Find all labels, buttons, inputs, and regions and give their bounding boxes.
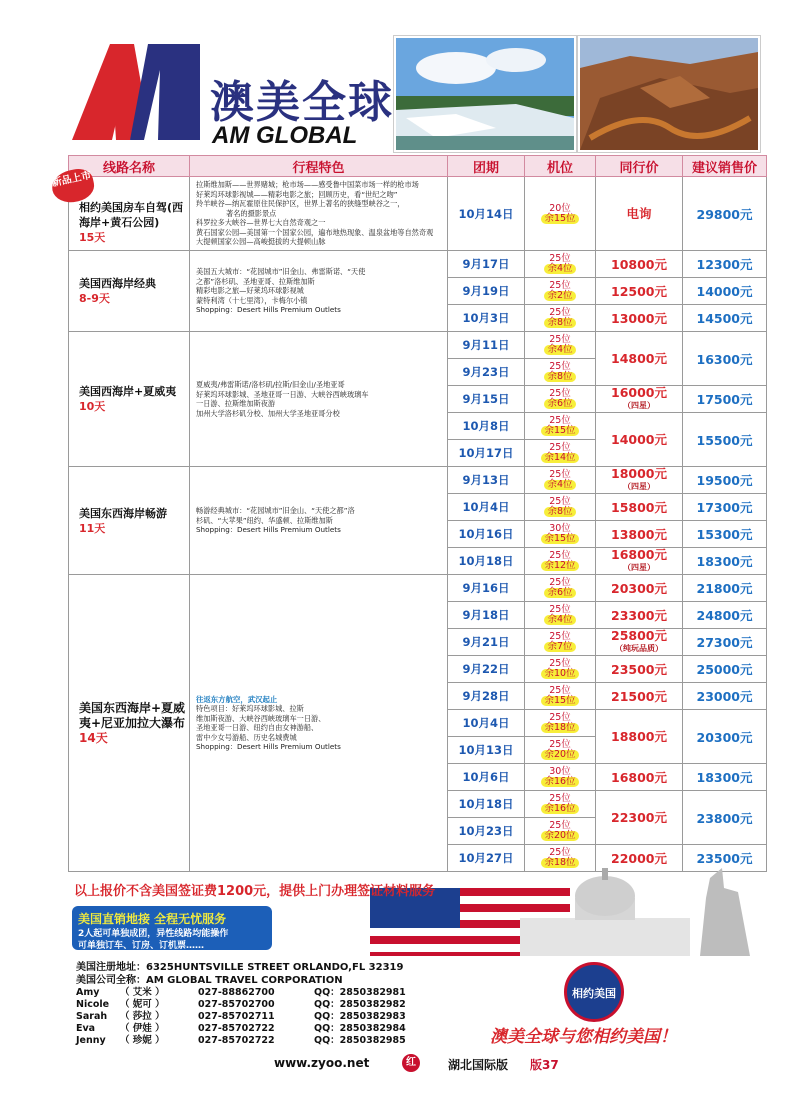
seat-cell xyxy=(525,251,596,278)
contact-name: Amy xyxy=(76,987,100,998)
seat-cell xyxy=(525,683,596,710)
peer-price-note: （四星） xyxy=(623,482,655,491)
departure-date: 10月23日 xyxy=(448,818,525,845)
seat-total: 25位 xyxy=(549,820,571,831)
contact-name-cn: （ 妮可 ） xyxy=(120,999,165,1010)
route-name: 美国东西海岸畅游 xyxy=(79,506,167,520)
peer-price: 16800元 xyxy=(596,764,683,791)
service-banner-title: 美国直销地接 全程无忧服务 xyxy=(78,912,227,926)
retail-price: 23000元 xyxy=(683,683,767,710)
route-days: 8-9天 xyxy=(79,292,110,305)
peer-price: 22000元 xyxy=(596,845,683,872)
peer-price: 13800元 xyxy=(596,521,683,548)
retail-price: 24800元 xyxy=(683,602,767,629)
seat-remaining: 余15位 xyxy=(541,534,578,544)
route-name: 美国西海岸+夏威夷 xyxy=(79,385,177,398)
peer-price: 16000元 xyxy=(611,385,667,400)
itinerary-line: 圣地亚哥一日游、纽约自由女神游船、 xyxy=(196,723,319,732)
peer-price: 10800元 xyxy=(596,251,683,278)
seat-remaining: 余20位 xyxy=(541,831,578,841)
table-row xyxy=(69,575,767,602)
peer-price: 14800元 xyxy=(596,332,683,386)
contact-phone: 027-88862700 xyxy=(198,987,275,998)
itinerary-line: 加州大学洛杉矶分校、加州大学圣地亚哥分校 xyxy=(196,408,340,418)
departure-date: 10月17日 xyxy=(448,440,525,467)
departure-date: 10月13日 xyxy=(448,737,525,764)
departure-date: 9月18日 xyxy=(448,602,525,629)
itinerary-line: 杉矶、“大苹果”纽约、华盛顿、拉斯维加斯 xyxy=(196,515,333,525)
contact-name-cn: （ 珍妮 ） xyxy=(120,1035,165,1046)
us-address-label: 美国注册地址： xyxy=(76,962,146,973)
table-row xyxy=(69,332,767,359)
seat-remaining: 余8位 xyxy=(544,507,575,517)
retail-price: 15500元 xyxy=(683,413,767,467)
peer-price: 15800元 xyxy=(596,494,683,521)
itinerary-line: 著名的摄影景点 xyxy=(226,208,277,218)
itinerary-line: Shopping：Desert Hills Premium Outlets xyxy=(196,525,341,535)
route-name: 相约美国房车自驾(西海岸+黄石公园) xyxy=(79,201,184,229)
seat-cell xyxy=(525,629,596,656)
tour-price-table xyxy=(68,155,767,872)
us-address-value: 6325HUNTSVILLE STREET ORLANDO,FL 32319 xyxy=(146,962,404,973)
route-days: 10天 xyxy=(79,400,106,413)
seat-total: 25位 xyxy=(549,550,571,561)
route-name: 美国东西海岸+夏威夷+尼亚加拉大瀑布 xyxy=(79,700,186,730)
departure-date: 9月23日 xyxy=(448,359,525,386)
table-row xyxy=(69,467,767,494)
seat-total: 25位 xyxy=(549,280,571,291)
service-banner-line: 可单独订车、订房、订机票…… xyxy=(78,941,205,951)
table-header-row xyxy=(69,156,767,177)
departure-date: 10月14日 xyxy=(448,177,525,251)
footer-logo-icon: 红 xyxy=(402,1054,420,1072)
departure-date: 9月15日 xyxy=(448,386,525,413)
itinerary-line: 畅游经典城市：“花园城市”旧金山、“天使之都”洛 xyxy=(196,506,355,516)
seat-remaining: 余20位 xyxy=(541,750,578,760)
departure-date: 10月4日 xyxy=(448,494,525,521)
retail-price: 18300元 xyxy=(683,764,767,791)
footer-page-number: 版37 xyxy=(530,1058,559,1072)
seat-total: 25位 xyxy=(549,442,571,453)
statue-of-liberty-icon xyxy=(700,868,750,956)
departure-date: 10月3日 xyxy=(448,305,525,332)
footer-website[interactable]: www.zyoo.net xyxy=(274,1056,370,1070)
header-seats: 机位 xyxy=(525,156,596,177)
contact-name: Jenny xyxy=(76,1035,106,1046)
seat-cell xyxy=(525,791,596,818)
seat-total: 30位 xyxy=(549,523,571,534)
peer-price-note: （四星） xyxy=(623,563,655,572)
grand-canyon-photo xyxy=(578,36,760,152)
retail-price: 27300元 xyxy=(683,629,767,656)
departure-date: 9月13日 xyxy=(448,467,525,494)
route-name-cell xyxy=(69,467,190,575)
company-name-value: AM GLOBAL TRAVEL CORPORATION xyxy=(146,975,343,986)
itinerary-subtitle: 往返东方航空，武汉起止 xyxy=(196,694,278,704)
seat-remaining: 余7位 xyxy=(544,642,575,652)
seat-total: 25位 xyxy=(549,739,571,750)
contact-name-cn: （ 艾米 ） xyxy=(120,987,165,998)
peer-price: 25800元 xyxy=(611,628,667,643)
table-row xyxy=(69,251,767,278)
seat-total: 25位 xyxy=(549,469,571,480)
seat-cell xyxy=(525,305,596,332)
seat-remaining: 余10位 xyxy=(541,669,578,679)
route-name-cell xyxy=(69,251,190,332)
peer-price-note: （纯玩品质） xyxy=(615,644,663,653)
brand-name-en: AM GLOBAL xyxy=(212,122,358,149)
departure-date: 9月11日 xyxy=(448,332,525,359)
seat-remaining: 余16位 xyxy=(541,804,578,814)
itinerary-line: 好莱坞环球影视城——精彩电影之旅；回顾历史，看“世纪之吻” xyxy=(196,189,398,199)
contact-qq: QQ：2850382981 xyxy=(314,987,406,998)
seat-total: 20位 xyxy=(549,202,571,214)
seat-total: 25位 xyxy=(549,604,571,615)
contact-phone: 027-85702711 xyxy=(198,1011,275,1022)
contact-qq: QQ：2850382982 xyxy=(314,999,406,1010)
departure-date: 10月8日 xyxy=(448,413,525,440)
departure-date: 10月4日 xyxy=(448,710,525,737)
header-departure-date: 团期 xyxy=(448,156,525,177)
contact-name: Nicole xyxy=(76,999,110,1010)
seat-remaining: 余15位 xyxy=(541,696,578,706)
retail-price: 14000元 xyxy=(683,278,767,305)
itinerary-cell xyxy=(190,251,448,332)
seat-remaining: 余4位 xyxy=(544,480,575,490)
seat-remaining: 余2位 xyxy=(544,291,575,301)
seat-total: 30位 xyxy=(549,766,571,777)
seat-total: 25位 xyxy=(549,631,571,642)
departure-date: 9月19日 xyxy=(448,278,525,305)
header-peer-price: 同行价 xyxy=(596,156,683,177)
departure-date: 10月16日 xyxy=(448,521,525,548)
itinerary-cell xyxy=(190,332,448,467)
route-days: 14天 xyxy=(79,730,108,745)
seat-total: 25位 xyxy=(549,361,571,372)
retail-price: 17300元 xyxy=(683,494,767,521)
seat-total: 25位 xyxy=(549,658,571,669)
seat-remaining: 余15位 xyxy=(541,214,578,224)
meet-usa-stamp-text: 相约美国 xyxy=(572,987,616,1000)
company-name-label: 美国公司全称： xyxy=(76,975,146,986)
seat-remaining: 余18位 xyxy=(541,858,578,868)
seat-total: 25位 xyxy=(549,334,571,345)
seat-cell xyxy=(525,332,596,359)
peer-price-note: （四星） xyxy=(623,401,655,410)
departure-date: 10月18日 xyxy=(448,791,525,818)
peer-price-cell xyxy=(596,467,683,494)
itinerary-line: 大提顿国家公园—高峻挺拔的大提顿山脉 xyxy=(196,237,326,247)
seat-cell xyxy=(525,413,596,440)
retail-price: 23800元 xyxy=(683,791,767,845)
itinerary-line: Shopping：Desert Hills Premium Outlets xyxy=(196,305,341,315)
itinerary-line: 之都”洛杉矶、圣地亚哥、拉斯维加斯 xyxy=(196,276,315,286)
contact-row xyxy=(76,1032,406,1046)
contact-qq: QQ：2850382983 xyxy=(314,1011,406,1022)
peer-price: 18800元 xyxy=(596,710,683,764)
seat-cell xyxy=(525,710,596,737)
seat-total: 25位 xyxy=(549,793,571,804)
departure-date: 9月17日 xyxy=(448,251,525,278)
seat-total: 25位 xyxy=(549,415,571,426)
peer-price: 20300元 xyxy=(596,575,683,602)
itinerary-line: 黄石国家公园—美国第一个国家公园，遍布地热现象、温泉盆地等自然奇观 xyxy=(196,227,434,237)
table-row xyxy=(69,177,767,251)
header-retail-price: 建议销售价 xyxy=(683,156,767,177)
route-name-cell xyxy=(69,575,190,872)
retail-price: 25000元 xyxy=(683,656,767,683)
peer-price-cell xyxy=(596,548,683,575)
departure-date: 9月28日 xyxy=(448,683,525,710)
new-product-badge: 新品上市 xyxy=(49,166,97,206)
seat-cell xyxy=(525,548,596,575)
seat-total: 25位 xyxy=(549,712,571,723)
seat-cell xyxy=(525,494,596,521)
contact-qq: QQ：2850382984 xyxy=(314,1023,406,1034)
seat-remaining: 余8位 xyxy=(544,372,575,382)
seat-remaining: 余4位 xyxy=(544,264,575,274)
peer-price: 13000元 xyxy=(596,305,683,332)
retail-price: 18300元 xyxy=(683,548,767,575)
peer-price-cell xyxy=(596,386,683,413)
header-route-name: 线路名称 xyxy=(69,156,190,177)
seat-remaining: 余16位 xyxy=(541,777,578,787)
seat-total: 25位 xyxy=(549,685,571,696)
itinerary-cell xyxy=(190,177,448,251)
seat-cell xyxy=(525,602,596,629)
seat-cell xyxy=(525,467,596,494)
seat-cell xyxy=(525,177,596,251)
itinerary-line: 好莱坞环球影城、圣地亚哥一日游、大峡谷西峡玻璃车 xyxy=(196,389,369,399)
peer-price: 12500元 xyxy=(596,278,683,305)
retail-price: 14500元 xyxy=(683,305,767,332)
seat-remaining: 余6位 xyxy=(544,399,575,409)
retail-price: 21800元 xyxy=(683,575,767,602)
retail-price: 19500元 xyxy=(683,467,767,494)
peer-price: 21500元 xyxy=(596,683,683,710)
contact-phone: 027-85702722 xyxy=(198,1035,275,1046)
seat-remaining: 余6位 xyxy=(544,588,575,598)
seat-cell xyxy=(525,440,596,467)
contact-phone: 027-85702700 xyxy=(198,999,275,1010)
footer-publication: 湖北国际版 xyxy=(448,1058,509,1072)
itinerary-line: 拉斯维加斯——世界赌城；枪市场——感受鲁中国菜市场一样的枪市场 xyxy=(196,180,419,190)
seat-cell xyxy=(525,575,596,602)
retail-price: 15300元 xyxy=(683,521,767,548)
retail-price: 23500元 xyxy=(683,845,767,872)
retail-price: 29800元 xyxy=(683,177,767,251)
retail-price: 16300元 xyxy=(683,332,767,386)
itinerary-line: 雷中少女号游船、历史名城费城 xyxy=(196,732,297,742)
itinerary-line: Shopping：Desert Hills Premium Outlets xyxy=(196,742,341,751)
departure-date: 10月27日 xyxy=(448,845,525,872)
itinerary-line: 夏威夷/弗雷斯诺/洛杉矶/拉斯/旧金山/圣地亚哥 xyxy=(196,380,345,389)
seat-cell xyxy=(525,278,596,305)
contact-name-cn: （ 莎拉 ） xyxy=(120,1011,165,1022)
itinerary-line: 维加斯夜游、大峡谷西峡玻璃车一日游、 xyxy=(196,713,326,723)
itinerary-line: 美国五大城市：“花园城市”旧金山、弗雷斯诺、“天使 xyxy=(196,267,366,277)
itinerary-line: 羚羊峡谷—纳瓦霍原住民保护区，世界上著名的狭缝型峡谷之一， xyxy=(196,199,405,209)
seat-cell xyxy=(525,656,596,683)
seat-remaining: 余4位 xyxy=(544,345,575,355)
peer-price: 电询 xyxy=(596,177,683,251)
seat-remaining: 余14位 xyxy=(541,453,578,463)
contact-phone: 027-85702722 xyxy=(198,1023,275,1034)
route-name: 美国西海岸经典 xyxy=(79,277,156,290)
itinerary-line: 一日游、拉斯维加斯夜游 xyxy=(196,399,276,408)
peer-price: 16800元 xyxy=(611,547,667,562)
contact-name-cn: （ 伊娃 ） xyxy=(120,1023,165,1034)
seat-remaining: 余15位 xyxy=(541,426,578,436)
seat-remaining: 余4位 xyxy=(544,615,575,625)
peer-price-cell xyxy=(596,629,683,656)
seat-total: 25位 xyxy=(549,496,571,507)
seat-cell xyxy=(525,764,596,791)
niagara-falls-photo xyxy=(394,36,576,152)
contact-name: Eva xyxy=(76,1023,96,1034)
route-days: 15天 xyxy=(79,231,106,244)
itinerary-line: 蒙特利湾（十七里湾），卡梅尔小镇 xyxy=(196,295,308,305)
departure-date: 9月16日 xyxy=(448,575,525,602)
itinerary-line: 科罗拉多大峡谷—世界七大自然奇观之一 xyxy=(196,218,326,228)
retail-price: 17500元 xyxy=(683,386,767,413)
route-days: 11天 xyxy=(79,521,106,535)
itinerary-line: 特色项目：好莱坞环球影城、拉斯 xyxy=(196,704,304,713)
retail-price: 12300元 xyxy=(683,251,767,278)
seat-cell xyxy=(525,818,596,845)
seat-total: 25位 xyxy=(549,388,571,399)
seat-cell xyxy=(525,359,596,386)
header-itinerary: 行程特色 xyxy=(190,156,448,177)
route-name-cell xyxy=(69,332,190,467)
peer-price: 18000元 xyxy=(611,466,667,481)
itinerary-line: 精彩电影之旅—好莱坞环球影视城 xyxy=(196,286,304,296)
am-logo-icon xyxy=(72,40,202,144)
visa-fee-notice: 以上报价不含美国签证费1200元，提供上门办理签证材料服务 xyxy=(74,884,436,899)
seat-total: 25位 xyxy=(549,253,571,264)
seat-cell xyxy=(525,521,596,548)
seat-total: 25位 xyxy=(549,307,571,318)
itinerary-cell xyxy=(190,575,448,872)
contact-name: Sarah xyxy=(76,1011,108,1022)
brand-name-cn: 澳美全球 xyxy=(210,77,394,128)
seat-cell xyxy=(525,386,596,413)
departure-date: 10月18日 xyxy=(448,548,525,575)
seat-cell xyxy=(525,737,596,764)
seat-total: 25位 xyxy=(549,847,571,858)
seat-total: 25位 xyxy=(549,577,571,588)
departure-date: 9月21日 xyxy=(448,629,525,656)
service-banner-line: 2人起可单独成团，异性线路均能操作 xyxy=(78,929,229,939)
seat-remaining: 余12位 xyxy=(541,561,578,571)
contact-qq: QQ：2850382985 xyxy=(314,1035,406,1046)
peer-price: 14000元 xyxy=(596,413,683,467)
peer-price: 22300元 xyxy=(596,791,683,845)
peer-price: 23300元 xyxy=(596,602,683,629)
peer-price: 23500元 xyxy=(596,656,683,683)
departure-date: 10月6日 xyxy=(448,764,525,791)
departure-date: 9月22日 xyxy=(448,656,525,683)
itinerary-cell xyxy=(190,467,448,575)
retail-price: 20300元 xyxy=(683,710,767,764)
seat-remaining: 余18位 xyxy=(541,723,578,733)
slogan: 澳美全球与您相约美国！ xyxy=(490,1027,677,1047)
seat-remaining: 余8位 xyxy=(544,318,575,328)
